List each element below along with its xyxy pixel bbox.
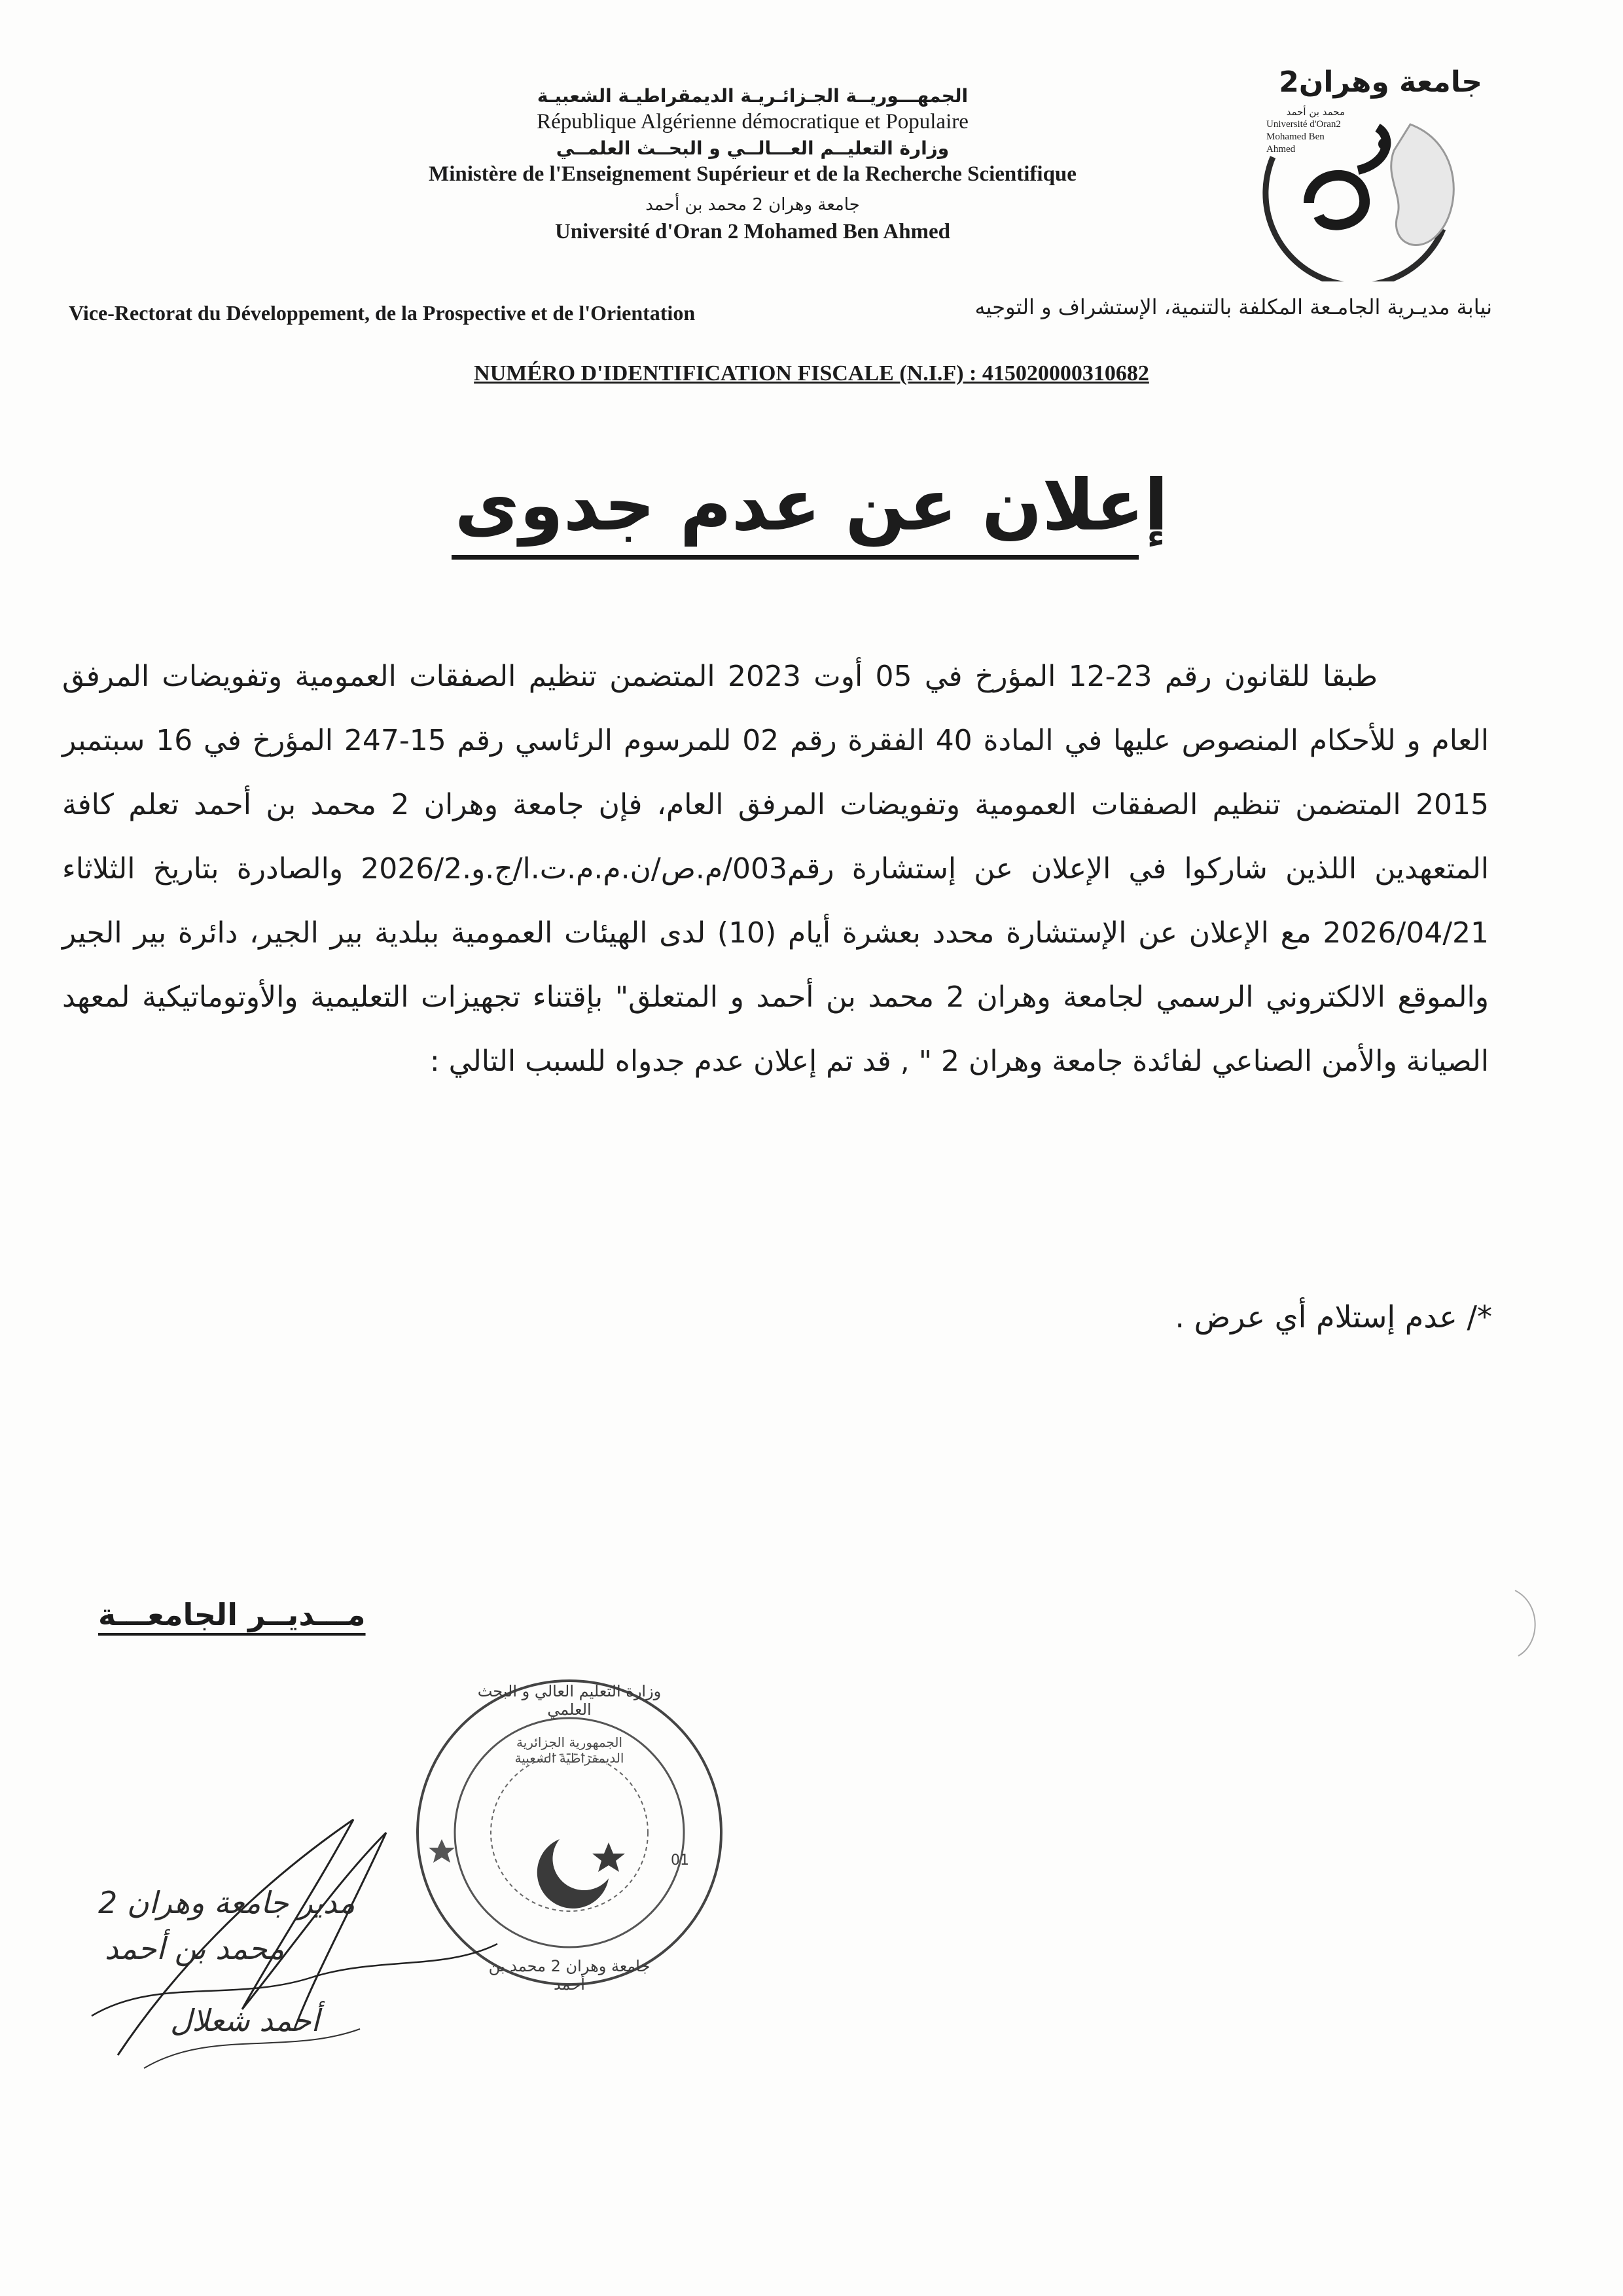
signatory-title: مـــديــر الجامعـــة <box>98 1597 366 1632</box>
header-university-fr: Université d'Oran 2 Mohamed Ben Ahmed <box>554 220 951 243</box>
logo-name: جامعة وهران2 <box>1279 65 1482 99</box>
stamp-ring-top: وزارة التعليم العالي و البحث العلمي <box>477 1682 662 1719</box>
signature-line-1: مدير جامعة وهران 2 <box>98 1885 355 1920</box>
header-ministry-fr: Ministère de l'Enseignement Supérieur et de la Recherche Scientifique <box>429 162 1077 186</box>
stamp-number: 01 <box>671 1852 689 1869</box>
reason-line: */ عدم إستلام أي عرض . <box>1175 1299 1492 1335</box>
announcement-body <box>62 645 1489 1094</box>
title-underline <box>452 555 1139 560</box>
page-edge-arc <box>1512 1584 1551 1662</box>
logo-sub-fr-2: Mohamed Ben Ahmed <box>1266 132 1325 154</box>
university-logo <box>1247 65 1482 281</box>
header-republic-ar: الجمهـــوريــة الجـزائـريـة الديمقراطيـة الشعبيـة <box>537 85 969 107</box>
stamp-ring-bottom: جامعة وهران 2 محمد بن أحمد <box>488 1957 651 1994</box>
logo-sub-ar: محمد بن أحمد <box>1286 106 1345 118</box>
nif-text: NUMÉRO D'IDENTIFICATION FISCALE (N.I.F) : 415020000310682 <box>474 361 1149 386</box>
body-paragraph: طبقا للقانون رقم 23-12 المؤرخ في 05 أوت 2023 المتضمن تنظيم الصفقات العمومية وتفويضات المرفق العام و للأحكام المنصوص عليها في المادة 40 الفقرة رقم 02 للمرسوم الرئاسي رقم 15-247 المؤرخ في 16 سبتمبر 2015 المتضمن تنظيم الصفقات العمومية وتفويضات المرفق العام، فإن جامعة وهران 2 محمد بن أحمد تعلم كافة المتعهدين اللذين شاركوا في الإعلان عن إستشارة رقم003/م.ص/ن.م.م.ت.ا/ج.و.2026/2 والصادرة بتاريخ الثلاثاء 2026/04/21 مع الإعلان عن الإستشارة محدد بعشرة أيام (10) لدى الهيئات العمومية ببلدية بير الجير، دائرة بير الجير والموقع الالكتروني الرسمي لجامعة وهران 2 محمد بن أحمد و المتعلق" بإقتناء تجهيزات التعليمية والأوتوماتيكية لمعهد الصيانة والأمن الصناعي لفائدة جامعة وهران 2 " , قد تم إعلان عدم جدواه للسبب التالي : <box>62 660 1489 1078</box>
vice-rectorat-fr: Vice-Rectorat du Développement, de la Prospective et de l'Orientation <box>69 301 696 325</box>
stamp-ring-inner: الجمهورية الجزائرية الديمقراطية الشعبية <box>514 1734 624 1766</box>
header-republic-fr: République Algérienne démocratique et Populaire <box>537 110 969 134</box>
header-ministry-ar: وزارة التعليــم العـــالــي و البحــث العلمــي <box>556 137 950 159</box>
header-university-ar: جامعة وهران 2 محمد بن أحمد <box>645 195 860 215</box>
signature-line-3: أحمد شعلال <box>170 2003 320 2038</box>
vice-rectorat-ar: نيابة مديـرية الجامـعة المكلفة بالتنمية، الإستشراف و التوجيه <box>974 295 1492 319</box>
signature-line-2: محمد بن أحمد <box>105 1931 285 1966</box>
logo-sub-fr-1: Université d'Oran2 <box>1266 119 1341 130</box>
logo-subtitle <box>1266 106 1345 156</box>
nif-line <box>0 361 1623 386</box>
page-title: إعلان عن عدم جدوى <box>454 465 1169 547</box>
